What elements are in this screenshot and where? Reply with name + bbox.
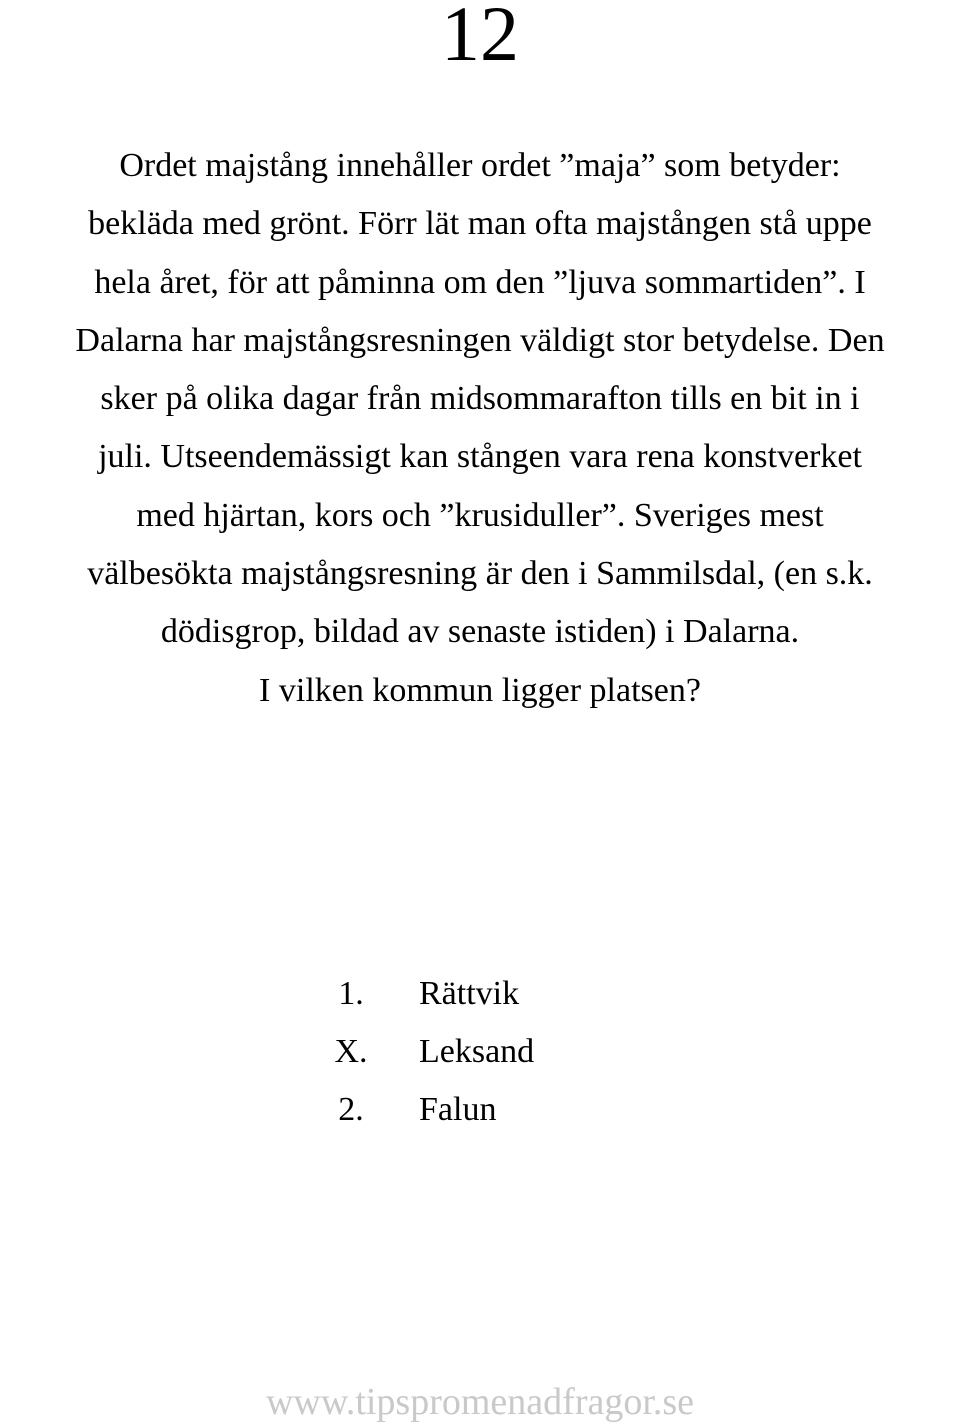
option-key: 2. (338, 1091, 364, 1128)
option-key: 1. (338, 975, 364, 1012)
option-key: X. (334, 1033, 368, 1070)
option-text: Falun (419, 1091, 497, 1128)
answer-options (330, 965, 730, 1139)
question-line: I vilken kommun ligger platsen? (259, 671, 701, 709)
question-line: med hjärtan, kors och ”krusiduller”. Sveriges mest (136, 496, 824, 534)
question-line: dödisgrop, bildad av senaste istiden) i Dalarna. (160, 613, 800, 651)
question-line: juli. Utseendemässigt kan stången vara rena konstverket (98, 438, 862, 476)
footer-watermark-url: www.tipspromenadfragor.se (265, 1381, 695, 1423)
question-number: 12 (441, 0, 519, 77)
question-line: välbesökta majstångsresning är den i Sammilsdal, (en s.k. (87, 555, 873, 593)
answer-option-2 (330, 1081, 730, 1139)
question-line: sker på olika dagar från midsommarafton tills en bit in i (100, 380, 860, 418)
question-line: Dalarna har majstångsresningen väldigt stor betydelse. Den (75, 321, 885, 359)
question-text (0, 137, 960, 720)
question-line: hela året, för att påminna om den ”ljuva sommartiden”. I (94, 263, 866, 301)
question-line: bekläda med grönt. Förr lät man ofta majstången stå uppe (88, 205, 872, 243)
option-text: Leksand (419, 1033, 535, 1070)
answer-option-1 (330, 965, 730, 1023)
answer-option-x (330, 1023, 730, 1081)
option-text: Rättvik (419, 975, 520, 1012)
question-line: Ordet majstång innehåller ordet ”maja” som betyder: (119, 147, 841, 184)
